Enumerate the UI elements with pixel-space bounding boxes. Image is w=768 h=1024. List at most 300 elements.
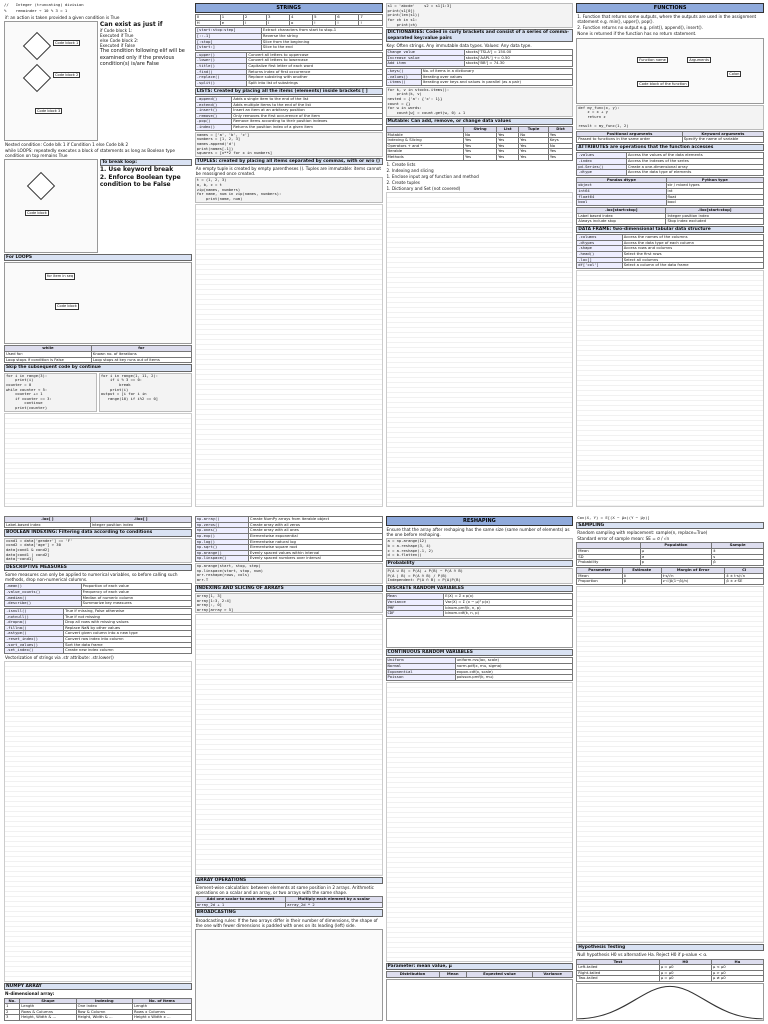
table-cell: .fillna() xyxy=(5,625,64,631)
descriptive-title: DESCRIPTIVE MEASURES xyxy=(4,564,192,571)
dict-code: for k, v in stocks.items(): print(k, v) nested = {'a': {'x': 1}} count = {} for w in words: count[w] = count.get(w, 0) + 1 xyxy=(386,87,574,117)
table-cell: .items() xyxy=(386,80,421,86)
dataframe-title: DATA FRAME: two-dimensional tabular data structure xyxy=(576,226,764,233)
code-example: for i in range(3): print(i) counter = 0 while counter < 5: counter += 1 if counter == 3: continue print(counter) xyxy=(4,373,97,412)
table-cell: np.array() xyxy=(195,517,248,523)
table-cell: Mean xyxy=(577,573,622,579)
table-cell: Remove items according to their position indexes xyxy=(232,119,382,125)
table-cell: No. of items in a dictionary xyxy=(421,68,572,74)
table-cell: Reverse the string xyxy=(261,33,382,39)
table-cell: PMF xyxy=(386,605,444,611)
discrete-table xyxy=(386,593,574,617)
for-body-shape: Code block xyxy=(57,304,77,309)
probability-title: Probability xyxy=(386,560,574,567)
broadcasting-body: Broadcasting rules: If the two arrays differ in their number of dimensions, the shape of the one with fewer dimensions is padded with ones on its leading (left) side. xyxy=(195,917,378,928)
broadcasting-diagram xyxy=(195,929,383,1021)
tuples-title: TUPLES: created by placing all items separated by commas, with or w/o () xyxy=(195,158,383,165)
population-sample-table xyxy=(576,542,764,566)
table-cell: np.log() xyxy=(195,539,248,545)
table-cell: μ < μ0 xyxy=(711,965,763,971)
table-cell: np.exp() xyxy=(195,533,248,539)
table-cell: .loc[] xyxy=(577,257,622,263)
table-cell: Keys xyxy=(548,138,572,144)
table-header: CI xyxy=(725,567,764,573)
table-header: Mean xyxy=(439,972,466,978)
table-cell: z·√(p̂(1−p̂)/n) xyxy=(661,579,725,585)
table-cell: Yes xyxy=(519,155,549,161)
table-header: Sample xyxy=(712,543,764,549)
index-cell: 6 xyxy=(336,15,359,21)
table-header: Parameter xyxy=(577,567,622,573)
table-cell: Create new index column xyxy=(64,648,192,654)
letter-cell: e xyxy=(220,20,243,26)
table-cell: Convert all letters to uppercase xyxy=(247,52,382,58)
table-cell: float64 xyxy=(577,194,666,200)
table-header: Expected value xyxy=(466,972,532,978)
break-notes xyxy=(100,159,192,253)
discrete-title: DISCRETE RANDOM VARIABLES xyxy=(386,585,574,592)
letter-cell: l xyxy=(243,20,266,26)
table-cell: poisson.pmf(k, mu) xyxy=(455,675,573,681)
table-cell: x̄ xyxy=(712,549,764,555)
table-header: Multiply each element by a scalar xyxy=(286,897,382,903)
table-cell: Change value xyxy=(386,50,464,56)
table-cell: Returns the position index of a given item xyxy=(232,125,382,131)
table-cell: Normal xyxy=(386,663,455,669)
break-option: 1. Use keyword break xyxy=(99,166,174,174)
table-cell: Operators + and * xyxy=(386,143,464,149)
table-cell: Stop index excluded xyxy=(666,219,764,225)
sampling-body: Random sampling with replacement: sample(n, replace=True) xyxy=(577,530,708,536)
sampling-title: SAMPLING xyxy=(576,522,764,529)
index-cell: 1 xyxy=(220,15,243,21)
table-cell: Label-based index xyxy=(5,522,91,528)
continuous-title: CONTINUOUS RANDOM VARIABLES xyxy=(386,649,574,656)
boolean-code: cond1 = data['gender'] == 'F' cond2 = data['age'] > 30 data[cond1 & cond2] data[cond1 | cond2] data[~cond1] xyxy=(4,538,192,563)
table-cell: Access the values of the data elements xyxy=(626,153,763,159)
table-cell: Loop stops if condition is False xyxy=(5,357,92,363)
for-flow-diagram xyxy=(4,262,192,344)
compare-note: 1. Enclose input arg of function and method xyxy=(386,173,479,179)
function-code: def my_func(x, y): z = x + y return z result = my_func(1, 2) xyxy=(576,105,764,130)
index-cell: 3 xyxy=(266,15,289,21)
table-cell: Label based index xyxy=(577,213,666,219)
table-cell: Access the data type of each column xyxy=(622,240,763,246)
table-cell: Adds a single item to the end of the list xyxy=(232,96,382,102)
table-cell: Returns index of first occurrence xyxy=(247,69,382,75)
table-cell: object xyxy=(577,183,666,189)
table-cell: Slice to the end xyxy=(261,45,382,51)
table-cell: Probability xyxy=(577,560,640,566)
table-cell: Only removes the first occurrence of the item xyxy=(232,113,382,119)
compare-note: 1. Create lists xyxy=(386,161,416,167)
letter-cell: l xyxy=(266,20,289,26)
bottom-column-4 xyxy=(576,516,764,1021)
table-header: Estimate xyxy=(622,567,661,573)
nested-note: Nested condition: Code blk 1 if Condition 1 else Code blk 2 xyxy=(5,141,129,147)
table-cell: p̂ xyxy=(622,579,661,585)
table-cell: .index() xyxy=(195,125,231,131)
table-cell: Always include stop xyxy=(577,219,666,225)
table-cell: Capitalize first letter of each word xyxy=(247,64,382,70)
table-cell: Integer position index xyxy=(90,522,191,528)
table-cell: Replace substring with another xyxy=(247,75,382,81)
table-cell: .keys() xyxy=(386,68,421,74)
indexing-arrays-title: INDEXING AND SLICING OF ARRAYS xyxy=(195,585,383,592)
table-cell: Variance xyxy=(386,600,444,606)
table-cell: .dtypes xyxy=(577,240,622,246)
table-cell: μ > μ0 xyxy=(711,970,763,976)
if-note-title: Can exist as just if xyxy=(99,20,163,28)
table-cell: array_2d * 2 xyxy=(286,902,382,908)
table-cell: .value_counts() xyxy=(5,590,82,596)
table-cell: uniform.rvs(loc, scale) xyxy=(455,658,573,664)
table-cell: Elementwise square root xyxy=(248,545,382,551)
table-cell: .describe() xyxy=(5,601,82,607)
table-cell: int xyxy=(666,189,763,195)
table-cell: .values() xyxy=(386,74,421,80)
condition-2-shape xyxy=(23,64,51,92)
while-intro: while LOOPS: repeatedly executes a block of statements as long as Boolean type condition on top remains True xyxy=(5,147,175,158)
compare-note: 1. Dictionary and Set (not covered) xyxy=(386,186,461,192)
table-cell: Yes xyxy=(548,132,572,138)
parameter-table xyxy=(386,971,574,978)
scalar-ops-table xyxy=(195,896,383,908)
table-header: Pandas dtype xyxy=(577,177,666,183)
table-cell: Height, Width & ... xyxy=(20,1015,76,1021)
table-cell: Rows & Columns xyxy=(20,1009,76,1015)
table-header: Margin of Error xyxy=(661,567,725,573)
bottom-column-1 xyxy=(4,516,192,1021)
table-header: Indexing xyxy=(76,998,132,1004)
table-header: Python type xyxy=(666,177,763,183)
table-cell: μ = μ0 xyxy=(659,970,711,976)
dense-notes xyxy=(195,204,383,507)
pmf-plot xyxy=(386,618,574,648)
index-cell: 4 xyxy=(290,15,313,21)
table-cell: Yes xyxy=(464,138,497,144)
letter-cell: H xyxy=(195,20,220,26)
table-header: Dict xyxy=(548,126,572,132)
compare-note: 2. Indexing and slicing xyxy=(386,167,434,173)
functions-title: FUNCTIONS xyxy=(576,3,764,13)
table-cell: Poisson xyxy=(386,675,455,681)
table-cell: np.sqrt() xyxy=(195,545,248,551)
table-cell: SD xyxy=(577,554,640,560)
table-cell: pd.Series() xyxy=(577,164,627,170)
table-cell: bool xyxy=(577,200,666,206)
code-block-shape: Code block 1 xyxy=(55,40,79,45)
descriptive-table xyxy=(4,583,192,607)
if-notes xyxy=(100,21,192,141)
table-cell: Extract characters from start to stop-1 xyxy=(261,28,382,34)
while-condition-shape xyxy=(27,172,55,200)
table-header: .loc[start:stop] xyxy=(577,207,666,213)
missing-values-table xyxy=(4,608,192,654)
descriptive-body: Some measures can only be applied to numerical variables, so before calling such methods, drop non-numerical columns. xyxy=(5,572,178,583)
table-cell: Select the first rows xyxy=(622,252,763,258)
table-cell: Height, Width & ... xyxy=(76,1015,132,1021)
table-cell: Proportion of each value xyxy=(81,584,191,590)
top-column-4 xyxy=(576,3,764,507)
table-cell: .title() xyxy=(195,64,247,70)
dense-notes xyxy=(4,661,192,982)
table-cell: Insert an item at an arbitrary position xyxy=(232,108,382,114)
operator-line: // Integer (truncating) division xyxy=(4,3,84,7)
table-cell: Iterating over keys and values in parallel (as a pair) xyxy=(421,80,572,86)
table-header: Population xyxy=(640,543,712,549)
table-cell: .columns xyxy=(577,235,622,241)
table-cell: Yes xyxy=(519,149,549,155)
table-cell: Proportion xyxy=(577,579,622,585)
table-cell: .notnull() xyxy=(5,614,64,620)
table-cell: .head() xyxy=(577,252,622,258)
tuples-body: An empty tuple is created by empty parentheses (). Tuples are immutable: items cannot be reassigned once created. xyxy=(195,166,382,177)
pandas-series-table xyxy=(576,152,764,176)
table-cell: Frequency of each value xyxy=(81,590,191,596)
table-cell: Sort the data frame xyxy=(64,642,192,648)
dict-methods-table xyxy=(386,68,574,86)
table-cell: s xyxy=(712,554,764,560)
if-flow-diagram xyxy=(4,21,98,141)
for-header-shape: for item in seq xyxy=(47,274,74,279)
table-cell: Yes xyxy=(464,155,497,161)
loc-iloc-table xyxy=(4,516,192,528)
table-header: while xyxy=(5,346,92,352)
table-header: Ha xyxy=(711,959,763,965)
while-flow-diagram xyxy=(4,159,98,253)
range-code: np.arange(start, stop, step) np.linspace(start, stop, num) arr.reshape(rows, cols) arr.T xyxy=(195,563,383,584)
table-cell: Methods xyxy=(386,155,464,161)
standard-error: Standard error of sample mean: SE = σ / √n xyxy=(577,536,670,542)
table-cell: Yes xyxy=(497,132,519,138)
top-column-3 xyxy=(386,3,574,507)
table-cell: x̄ ± t·s/√n xyxy=(725,573,764,579)
table-cell: p̂ xyxy=(712,560,764,566)
table-cell: Access rows and columns xyxy=(622,246,763,252)
table-cell: [::-1] xyxy=(195,33,261,39)
code-block-shape: Code block of the function xyxy=(639,81,687,86)
table-cell: str / mixed types xyxy=(666,183,763,189)
loc-table xyxy=(576,207,764,225)
table-cell: Select a column of the data frame xyxy=(622,263,763,269)
table-header: for xyxy=(91,346,191,352)
string-index-table xyxy=(195,14,383,26)
tail-test-table xyxy=(576,959,764,983)
table-cell: Mean xyxy=(386,594,444,600)
letter-cell: ! xyxy=(359,20,382,26)
boolean-indexing-title: BOOLEAN INDEXING: Filtering data according to conditions xyxy=(4,529,192,536)
table-cell: [start:] xyxy=(195,45,261,51)
string-methods-table xyxy=(195,52,383,87)
letter-cell: ! xyxy=(336,20,359,26)
function-diagram xyxy=(576,38,764,104)
reshaping-body: Ensure that the array after reshaping has the same size (same number of elements) as the one before reshaping. xyxy=(386,527,570,538)
parameter-title: Parameter: mean value, μ xyxy=(386,963,574,970)
tuple-code: t = (1, 2, 3) a, b, c = t zip(names, numbers) for name, num in zip(names, numbers): print(name, num) xyxy=(195,177,383,202)
table-cell: Iterating over values xyxy=(421,74,572,80)
dense-notes xyxy=(576,270,764,507)
operator-line: % remainder → 10 % 3 = 1 xyxy=(4,7,68,13)
probability-code: P(A ∪ B) = P(A) + P(B) − P(A ∩ B) P(A | B) = P(A ∩ B) / P(B) Independent: P(A ∩ B) = P(A)P(B) xyxy=(386,568,574,584)
lists-title: LISTS: Created by placing all the items (elements) inside brackets [ ] xyxy=(195,88,383,95)
table-header: Distribution xyxy=(386,972,439,978)
code-block-shape: Code block 3 xyxy=(37,108,61,113)
table-cell: [start:stop:step] xyxy=(195,28,261,34)
table-cell: Yes xyxy=(497,138,519,144)
table-cell: p xyxy=(640,560,712,566)
table-cell: σ xyxy=(640,554,712,560)
table-cell: 3 xyxy=(5,1015,20,1021)
dictionaries-body: Key: Often strings. Any immutable data types. Values: Any data type. xyxy=(386,42,532,48)
table-cell: Convert given column into a new type xyxy=(64,631,192,637)
loop-comparison-table xyxy=(4,345,192,363)
table-cell: norm.pdf(x, mu, sigma) xyxy=(455,663,573,669)
table-cell: Yes xyxy=(519,143,549,149)
distribution-plot xyxy=(386,979,574,1021)
table-cell: .dtype xyxy=(577,170,627,176)
table-cell: .astype() xyxy=(5,631,64,637)
table-cell: binom.pmf(k, n, p) xyxy=(444,605,573,611)
bell-curve-graphic xyxy=(577,984,763,1020)
table-cell: int64 xyxy=(577,189,666,195)
table-header: List xyxy=(497,126,519,132)
table-cell: μ xyxy=(640,549,712,555)
table-cell: Median of numeric column xyxy=(81,595,191,601)
dictionaries-title: DICTIONARIES: Coded in curly brackets and consist of a series of comma-separated key:value pairs xyxy=(386,29,574,42)
table-cell: np.linspace() xyxy=(195,556,248,562)
break-title: To break loop: xyxy=(100,159,192,166)
nd-array-table xyxy=(4,998,192,1022)
letter-cell: ! xyxy=(313,20,336,26)
attributes-title: ATTRIBUTES are operations that the function accesses xyxy=(576,144,764,151)
table-cell: Yes xyxy=(548,149,572,155)
table-cell: Yes xyxy=(464,149,497,155)
table-cell: np.zeros() xyxy=(195,522,248,528)
table-cell: Exponential xyxy=(386,669,455,675)
reshape-code: a = np.arange(12) b = a.reshape(3, 4) c = a.reshape(-1, 2) d = b.flatten() xyxy=(386,538,574,559)
table-cell: Evenly spaced numbers over interval xyxy=(248,556,382,562)
table-header: No. xyxy=(5,998,20,1004)
table-cell: .insert() xyxy=(195,108,231,114)
table-cell: True if not missing xyxy=(64,614,192,620)
letter-cell: o xyxy=(290,20,313,26)
list-code: names = ['a', 'b', 'c'] numbers = [1, 2, 3] names.append('d') print(names[-1]) squares = [x**2 for x in numbers] xyxy=(195,132,383,157)
function-note: 2. Function returns no output e.g. print(), append(), insert(). xyxy=(577,25,703,31)
table-cell: Replace NaN by other values xyxy=(64,625,192,631)
table-cell: Yes xyxy=(464,143,497,149)
table-cell: stocks['TSLA'] = 150.00 xyxy=(464,50,572,56)
table-cell: .isnull() xyxy=(5,608,64,614)
table-cell: Indexing & Slicing xyxy=(386,138,464,144)
table-cell: No xyxy=(519,132,549,138)
table-cell: Increase value xyxy=(386,55,464,61)
table-cell: Evenly spaced values within interval xyxy=(248,550,382,556)
table-header: .iloc[ ] xyxy=(90,517,191,523)
table-cell: Yes xyxy=(497,155,519,161)
table-cell: .replace() xyxy=(195,75,247,81)
table-cell: t·s/√n xyxy=(661,573,725,579)
type-comparison-table xyxy=(386,126,574,161)
table-cell: Access the names of the columns xyxy=(622,235,763,241)
table-cell: np.ones() xyxy=(195,528,248,534)
table-cell: Known no. of iterations xyxy=(91,352,191,358)
table-header: .iloc[start:stop] xyxy=(666,207,764,213)
covariance-formula: Cov(X, Y) = E[(X − μx)(Y − μy)] xyxy=(577,516,650,520)
table-cell: stocks['AAPL'] += 0.50 xyxy=(464,55,572,61)
array-operations-title: ARRAY OPERATIONS xyxy=(195,877,383,884)
table-cell: E(X) = Σ x p(x) xyxy=(444,594,573,600)
table-cell: Uniform xyxy=(386,658,455,664)
bottom-page xyxy=(4,516,764,1021)
compare-note: 2. Create tuples xyxy=(386,180,420,185)
table-cell: Used for: xyxy=(5,352,92,358)
table-cell: .values xyxy=(577,153,627,159)
table-cell: Access the indexes of the series xyxy=(626,158,763,164)
table-header: Shape xyxy=(20,998,76,1004)
table-cell: .shape xyxy=(577,246,622,252)
bottom-column-3 xyxy=(386,516,574,1021)
table-cell: .sort_values() xyxy=(5,642,64,648)
arguments-table xyxy=(576,131,764,143)
table-cell: .set_index() xyxy=(5,648,64,654)
continuous-table xyxy=(386,657,574,681)
table-cell: Right-tailed xyxy=(577,970,659,976)
table-cell: .extend() xyxy=(195,102,231,108)
table-cell: binom.cdf(k, n, p) xyxy=(444,611,573,617)
table-cell: Add item xyxy=(386,61,464,67)
if-intro: if: an action is taken provided a given condition is True xyxy=(5,14,120,20)
table-cell: Yes xyxy=(519,138,549,144)
table-cell: Convert all letters to lowercase xyxy=(247,58,382,64)
if-line: Executed if False xyxy=(99,43,136,49)
table-cell: Two-tailed xyxy=(577,976,659,982)
vectorization-note: Vectorization of strings via .str attribute: .str.lower() xyxy=(5,654,114,660)
table-cell: 2 xyxy=(5,1009,20,1015)
table-cell: .lower() xyxy=(195,58,247,64)
table-cell: bool xyxy=(666,200,763,206)
function-note: None is returned if the function has no return statement. xyxy=(577,31,697,37)
hypothesis-title: Hypothesis Testing xyxy=(576,944,764,951)
if-section xyxy=(4,21,192,141)
table-cell: Drop all rows with missing values xyxy=(64,620,192,626)
table-header: Variance xyxy=(533,972,573,978)
broadcasting-title: BROADCASTING xyxy=(195,909,383,916)
while-section xyxy=(4,159,192,253)
table-cell: Slice from the beginning xyxy=(261,39,382,45)
table-cell: 1 xyxy=(5,1004,20,1010)
table-cell: μ = μ0 xyxy=(659,965,711,971)
table-cell: Left-tailed xyxy=(577,965,659,971)
mutable-title: Mutable: Can add, remove, or change data values xyxy=(386,118,574,125)
table-cell: .mean() xyxy=(5,584,82,590)
string-slicing-table xyxy=(195,27,383,51)
table-cell: Passed to functions in the same order xyxy=(577,137,683,143)
table-cell: np.arange() xyxy=(195,550,248,556)
table-cell: Create NumPy arrays from iterable object xyxy=(248,517,382,523)
table-cell: df['col'] xyxy=(577,263,622,269)
table-cell: Create array with all ones xyxy=(248,528,382,534)
dense-notes xyxy=(195,614,383,875)
table-cell: array_2d + 1 xyxy=(195,902,286,908)
table-cell: Summarize key measures xyxy=(81,601,191,607)
table-cell: Loop stops at key runs out of items xyxy=(91,357,191,363)
table-header: Keyword arguments xyxy=(682,131,763,137)
index-cell: 5 xyxy=(313,15,336,21)
table-cell: x̄ xyxy=(622,573,661,579)
table-cell: Select all columns xyxy=(622,257,763,263)
indexing-code: array[1, 3] array[1:3, 2:4] array[:, 0] array[array > 5] xyxy=(195,593,383,614)
